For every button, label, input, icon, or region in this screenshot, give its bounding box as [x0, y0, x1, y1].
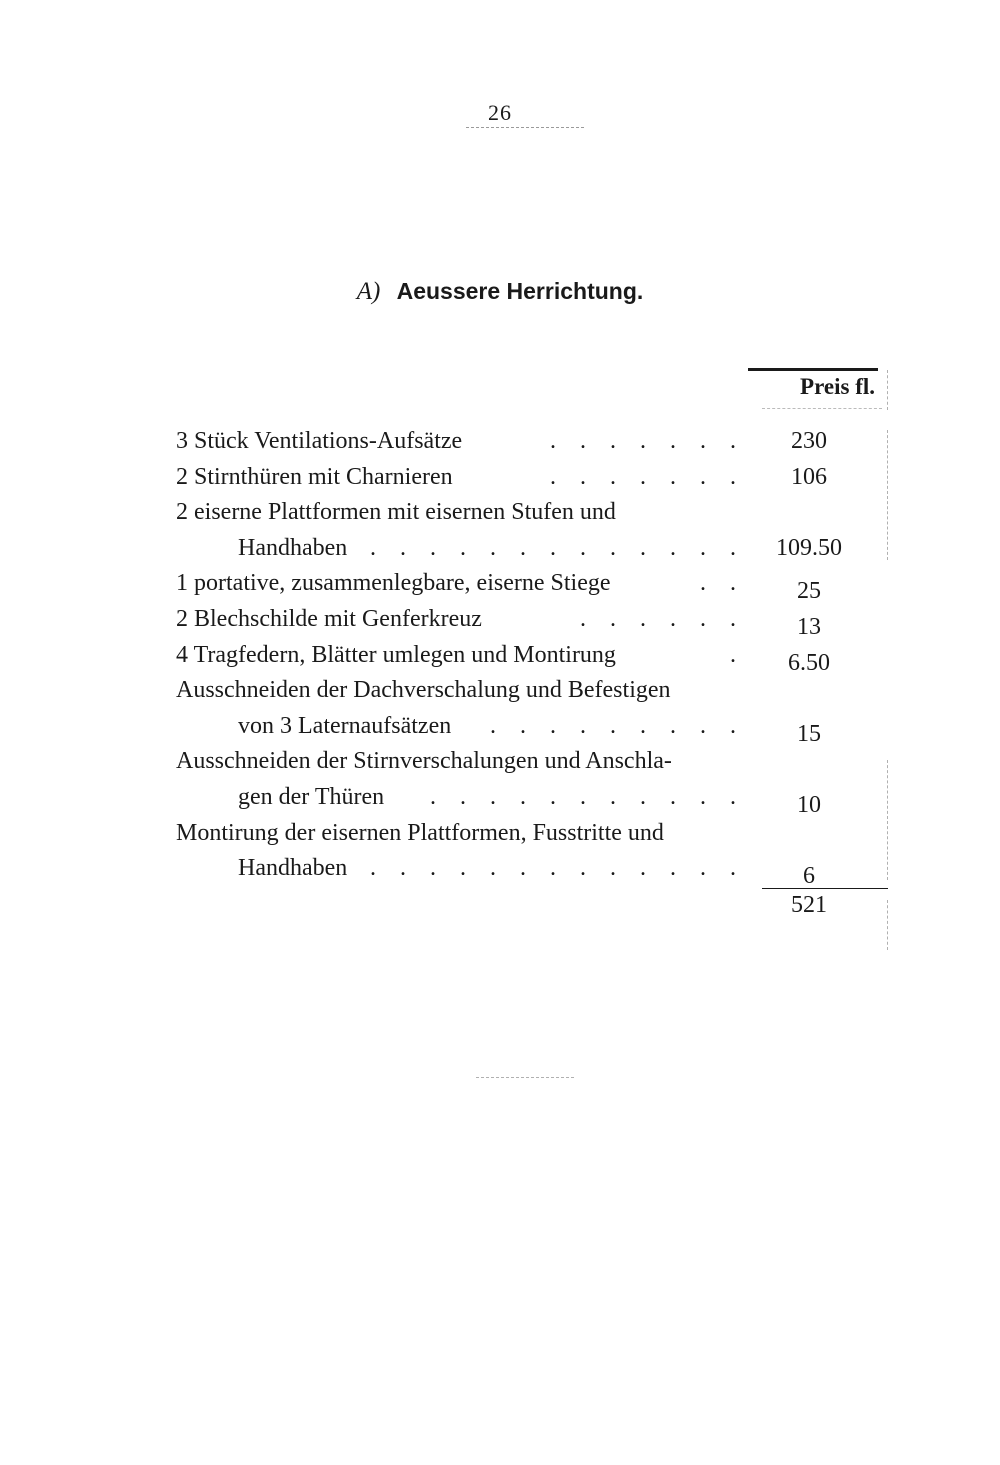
item-description: von 3 Laternaufsätzen: [238, 712, 452, 739]
item-description: gen der Thüren: [238, 783, 385, 810]
cost-row: [0, 709, 1000, 745]
cost-row: [0, 602, 1000, 638]
section-prefix: A): [356, 278, 381, 305]
page-number: 26: [488, 100, 512, 125]
item-description: 2 eiserne Plattformen mit eisernen Stufen und: [176, 499, 616, 526]
cost-list: [0, 424, 1000, 890]
leader-dots: . . . . . . . . .: [490, 712, 745, 739]
item-price: 15: [797, 720, 821, 747]
leader-dots: . . . . . . . . . . . . .: [370, 534, 745, 561]
cost-row: [0, 495, 1000, 531]
item-description: 2 Stirnthüren mit Charnieren: [176, 463, 453, 490]
item-description: Ausschneiden der Stirnverschalungen und Anschla-: [176, 748, 672, 775]
item-price: 25: [797, 578, 821, 605]
leader-dots: . . . . . . . . . . .: [430, 783, 745, 810]
cost-row: [0, 780, 1000, 816]
item-price: 6: [803, 863, 815, 890]
item-price: 106: [791, 463, 827, 490]
item-description: 3 Stück Ventilations-Aufsätze: [176, 428, 463, 454]
leader-dots: . .: [700, 570, 745, 597]
leader-dots: .: [730, 641, 745, 668]
item-description: Handhaben: [238, 855, 348, 882]
price-header-rule: [748, 368, 878, 371]
margin-mark: [887, 370, 888, 410]
item-description: Handhaben: [238, 534, 348, 561]
leader-dots: . . . . . .: [580, 605, 745, 632]
item-price: 109.50: [776, 534, 842, 561]
price-column-header: Preis fl.: [800, 374, 875, 399]
section-title: Aeussere Herrichtung.: [396, 278, 644, 304]
item-price: 10: [797, 791, 821, 818]
leader-dots: . . . . . . .: [550, 463, 745, 490]
cost-row: [0, 638, 1000, 674]
cost-row: [0, 460, 1000, 496]
margin-mark: [887, 900, 888, 950]
page-number-rule: [466, 127, 584, 128]
cost-row: [0, 424, 1000, 460]
price-header-underline: [762, 408, 882, 409]
margin-mark: [887, 760, 888, 880]
item-description: Ausschneiden der Dachverschalung und Befestigen: [176, 677, 671, 704]
item-description: Montirung der eisernen Plattformen, Fusstritte und: [176, 819, 664, 846]
item-description: 1 portative, zusammenlegbare, eiserne Stiege: [176, 570, 611, 597]
end-rule: [476, 1077, 574, 1078]
cost-row: [0, 531, 1000, 567]
item-price: 13: [797, 613, 821, 640]
item-description: 4 Tragfedern, Blätter umlegen und Montirung: [176, 641, 616, 668]
cost-row: [0, 816, 1000, 852]
total-price: 521: [791, 892, 827, 918]
leader-dots: . . . . . . . . . . . . .: [370, 855, 745, 882]
item-description: 2 Blechschilde mit Genferkreuz: [176, 605, 482, 632]
section-heading: [0, 278, 1000, 306]
sum-rule: [762, 888, 888, 889]
margin-mark: [887, 430, 888, 560]
cost-row: [0, 566, 1000, 605]
cost-row: [0, 851, 1000, 890]
cost-row: [0, 744, 1000, 780]
leader-dots: . . . . . . .: [550, 428, 745, 454]
cost-row: [0, 673, 1000, 709]
item-price: 6.50: [788, 649, 830, 676]
item-price: 230: [791, 428, 827, 454]
